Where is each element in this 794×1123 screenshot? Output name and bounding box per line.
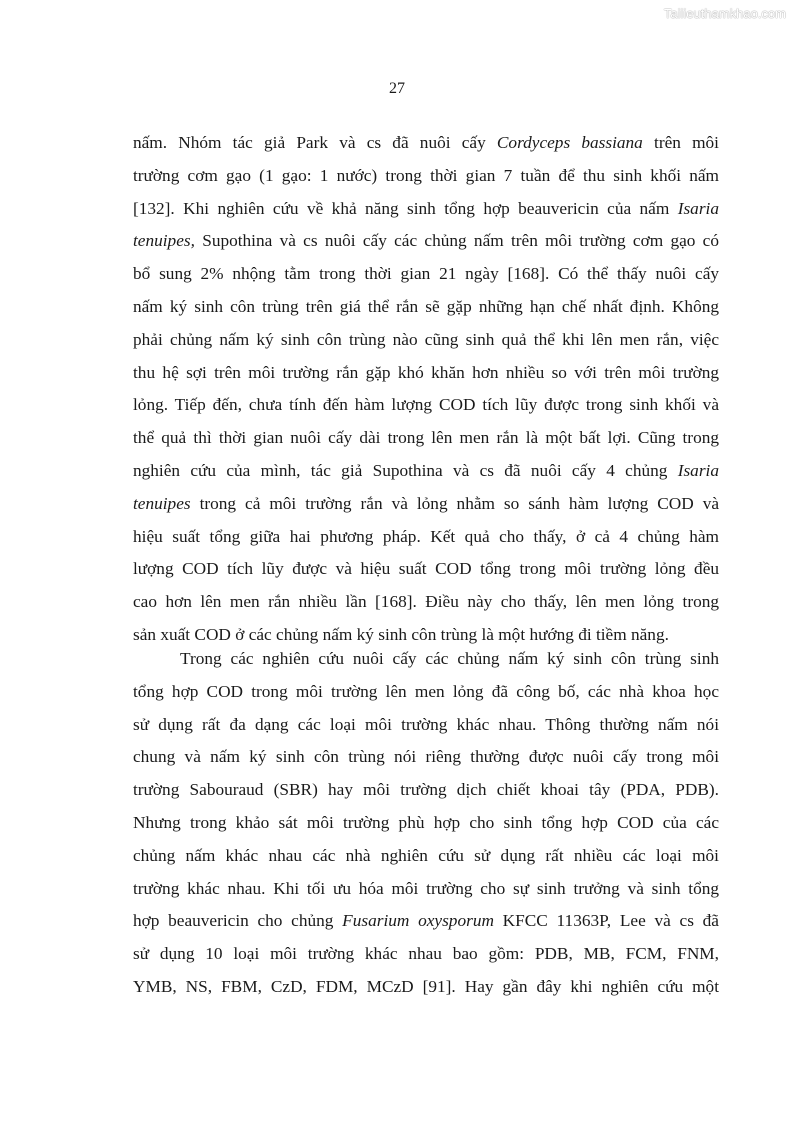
text-line [133, 291, 719, 324]
text-line [133, 938, 719, 971]
text-line [133, 389, 719, 422]
italic-text: Fusarium oxysporum [342, 911, 494, 931]
text-line [133, 225, 719, 258]
text-segment: cao hơn lên men rắn nhiều lần [168]. Điều này cho thấy, lên men lỏng trong [133, 592, 719, 612]
text-segment: thu hệ sợi trên môi trường rắn gặp khó khăn hơn nhiều so với trên môi trường [133, 362, 719, 382]
text-line [133, 971, 719, 1004]
italic-text: tenuipes [133, 493, 191, 513]
text-line [133, 258, 719, 291]
text-segment: chung và nấm ký sinh côn trùng nói riêng thường được nuôi cấy trong môi [133, 747, 719, 767]
text-segment: chủng nấm khác nhau các nhà nghiên cứu sử dụng rất nhiều các loại môi [133, 845, 719, 865]
text-line [133, 774, 719, 807]
text-line [133, 840, 719, 873]
text-segment: lượng COD tích lũy được và hiệu suất COD tổng trong môi trường lỏng đều [133, 559, 719, 579]
text-segment: hiệu suất tổng giữa hai phương pháp. Kết quả cho thấy, ở cả 4 chủng hàm [133, 526, 719, 546]
text-line [133, 488, 719, 521]
text-segment: [132]. Khi nghiên cứu về khả năng sinh tổng hợp beauvericin của nấm [133, 198, 678, 218]
text-segment: thể quả thì thời gian nuôi cấy dài trong lên men rắn là một bất lợi. Cũng trong [133, 428, 719, 448]
italic-text: Cordyceps bassiana [496, 133, 643, 152]
watermark-text: Tailieuthamkhao.com [663, 6, 786, 21]
paragraph-2 [133, 643, 719, 1004]
text-line [133, 709, 719, 742]
text-line [133, 455, 719, 488]
text-segment: trường Sabouraud (SBR) hay môi trường dịch chiết khoai tây (PDA, PDB). [133, 780, 719, 800]
text-line [133, 324, 719, 357]
text-segment: bổ sung 2% nhộng tằm trong thời gian 21 ngày [168]. Có thể thấy nuôi cấy [133, 264, 719, 284]
text-segment: tổng hợp COD trong môi trường lên men lỏng đã công bố, các nhà khoa học [133, 681, 719, 701]
text-segment: nghiên cứu của mình, tác giả Supothina và cs đã nuôi cấy 4 chủng [133, 460, 678, 480]
text-line [133, 127, 719, 160]
text-line [133, 422, 719, 455]
text-segment: Nhưng trong khảo sát môi trường phù hợp cho sinh tổng hợp COD của các [133, 812, 719, 832]
text-segment: sử dụng 10 loại môi trường khác nhau bao gồm: PDB, MB, FCM, FNM, [133, 944, 719, 964]
text-segment: YMB, NS, FBM, CzD, FDM, MCzD [91]. Hay gần đây khi nghiên cứu một [133, 976, 719, 996]
text-segment: Trong các nghiên cứu nuôi cấy các chủng nấm ký sinh côn trùng sinh [180, 649, 719, 668]
text-segment: hợp beauvericin cho chủng [133, 911, 343, 931]
text-line [133, 160, 719, 193]
text-line [133, 521, 719, 554]
text-segment: sản xuất COD ở các chủng nấm ký sinh côn trùng là một hướng đi tiềm năng. [133, 624, 669, 644]
text-segment: KFCC 11363P, Lee và cs đã [493, 911, 719, 931]
text-segment: sử dụng rất đa dạng các loại môi trường khác nhau. Thông thường nấm nói [133, 714, 719, 734]
text-segment: trường cơm gạo (1 gạo: 1 nước) trong thời gian 7 tuần để thu sinh khối nấm [133, 165, 719, 185]
text-line [133, 807, 719, 840]
text-segment: trong cả môi trường rắn và lỏng nhằm so sánh hàm lượng COD và [190, 493, 719, 513]
paragraph-1 [133, 127, 719, 652]
text-segment: trên môi [642, 133, 719, 152]
text-line [133, 676, 719, 709]
text-line [133, 553, 719, 586]
text-line [133, 586, 719, 619]
italic-text: tenuipes, [133, 231, 195, 251]
text-segment: nấm ký sinh côn trùng trên giá thể rắn sẽ gặp những hạn chế nhất định. Không [133, 296, 719, 316]
italic-text: Isaria [677, 460, 719, 480]
page-number: 27 [389, 80, 405, 97]
text-line [133, 643, 719, 676]
text-segment: lỏng. Tiếp đến, chưa tính đến hàm lượng COD tích lũy được trong sinh khối và [133, 395, 719, 415]
text-line [133, 873, 719, 906]
text-segment: Supothina và cs nuôi cấy các chủng nấm trên môi trường cơm gạo có [194, 231, 719, 251]
text-segment: trường khác nhau. Khi tối ưu hóa môi trường cho sự sinh trưởng và sinh tổng [133, 878, 719, 898]
text-segment: nấm. Nhóm tác giả Park và cs đã nuôi cấy [133, 133, 497, 152]
text-line [133, 357, 719, 390]
text-line [133, 905, 719, 938]
text-line [133, 741, 719, 774]
text-segment: phải chủng nấm ký sinh côn trùng nào cũng sinh quả thể khi lên men rắn, việc [133, 329, 719, 349]
text-line [133, 193, 719, 226]
italic-text: Isaria [677, 198, 719, 218]
